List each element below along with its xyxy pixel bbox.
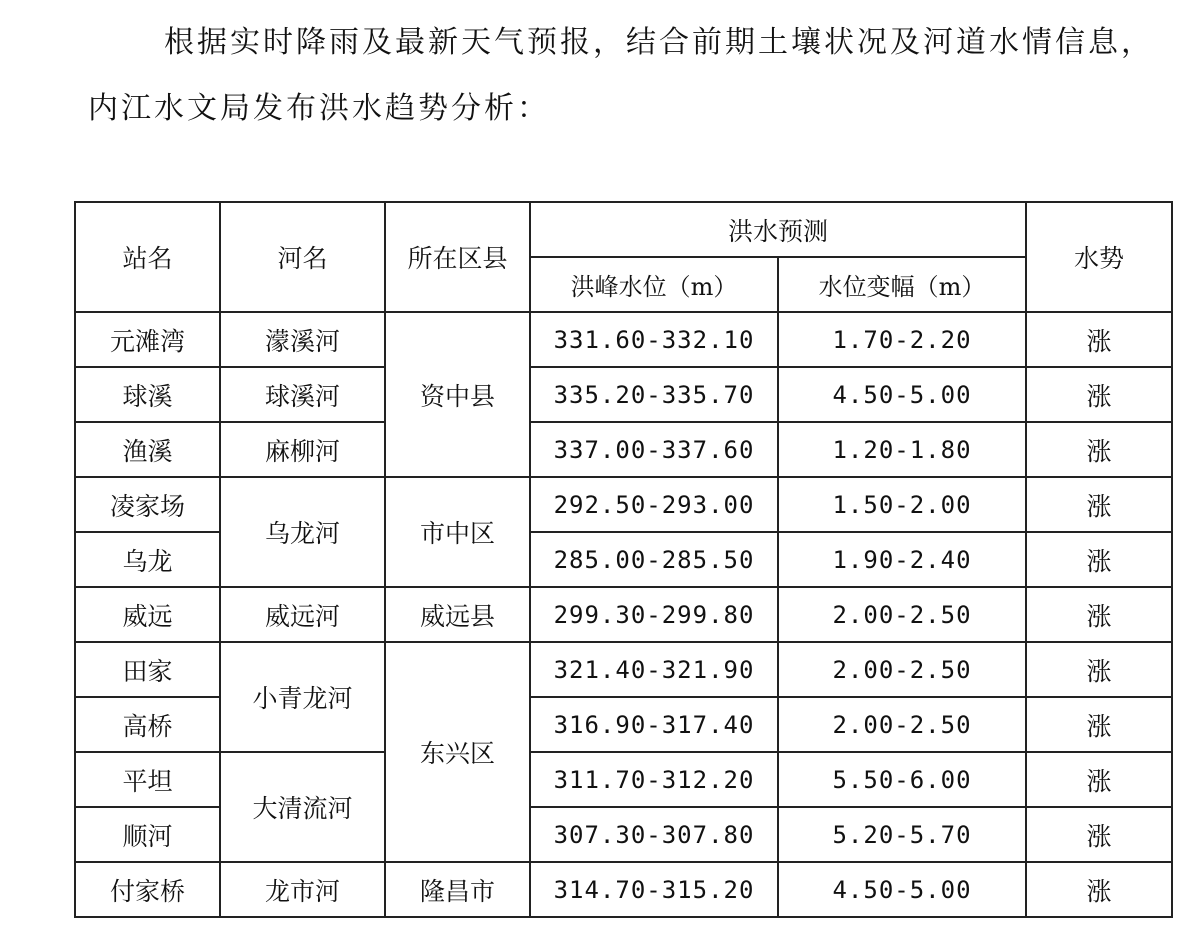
cell-district: 隆昌市 (385, 862, 530, 917)
cell-peak: 337.00-337.60 (530, 422, 778, 477)
table-row (75, 862, 1172, 917)
cell-peak: 335.20-335.70 (530, 367, 778, 422)
cell-change: 1.20-1.80 (778, 422, 1026, 477)
cell-district: 资中县 (385, 312, 530, 477)
table-row (75, 477, 1172, 532)
cell-peak: 307.30-307.80 (530, 807, 778, 862)
cell-river: 球溪河 (220, 367, 385, 422)
cell-peak: 314.70-315.20 (530, 862, 778, 917)
cell-peak: 316.90-317.40 (530, 697, 778, 752)
cell-district: 市中区 (385, 477, 530, 587)
header-trend: 水势 (1026, 202, 1172, 312)
header-station: 站名 (75, 202, 220, 312)
cell-district: 东兴区 (385, 642, 530, 862)
table-row (75, 312, 1172, 367)
cell-trend: 涨 (1026, 367, 1172, 422)
cell-trend: 涨 (1026, 697, 1172, 752)
cell-station: 付家桥 (75, 862, 220, 917)
cell-peak: 321.40-321.90 (530, 642, 778, 697)
cell-station: 威远 (75, 587, 220, 642)
cell-station: 元滩湾 (75, 312, 220, 367)
cell-river: 小青龙河 (220, 642, 385, 752)
cell-station: 平坦 (75, 752, 220, 807)
cell-station: 高桥 (75, 697, 220, 752)
cell-station: 乌龙 (75, 532, 220, 587)
cell-trend: 涨 (1026, 477, 1172, 532)
cell-station: 球溪 (75, 367, 220, 422)
table-row (75, 587, 1172, 642)
cell-station: 田家 (75, 642, 220, 697)
table-row (75, 422, 1172, 477)
header-district: 所在区县 (385, 202, 530, 312)
cell-trend: 涨 (1026, 642, 1172, 697)
cell-change: 2.00-2.50 (778, 642, 1026, 697)
cell-peak: 285.00-285.50 (530, 532, 778, 587)
flood-forecast-table (74, 201, 1173, 918)
cell-trend: 涨 (1026, 752, 1172, 807)
cell-change: 5.20-5.70 (778, 807, 1026, 862)
cell-change: 4.50-5.00 (778, 862, 1026, 917)
intro-paragraph (88, 10, 1178, 142)
cell-change: 2.00-2.50 (778, 587, 1026, 642)
cell-peak: 292.50-293.00 (530, 477, 778, 532)
intro-text: 根据实时降雨及最新天气预报，结合前期土壤状况及河道水情信息，内江水文局发布洪水趋势分析： (88, 25, 1154, 126)
header-level-change: 水位变幅（m） (778, 257, 1026, 312)
cell-change: 2.00-2.50 (778, 697, 1026, 752)
cell-trend: 涨 (1026, 422, 1172, 477)
cell-trend: 涨 (1026, 312, 1172, 367)
table-row (75, 367, 1172, 422)
cell-peak: 299.30-299.80 (530, 587, 778, 642)
cell-district: 威远县 (385, 587, 530, 642)
cell-station: 凌家场 (75, 477, 220, 532)
cell-trend: 涨 (1026, 862, 1172, 917)
cell-trend: 涨 (1026, 587, 1172, 642)
header-forecast-group: 洪水预测 (530, 202, 1026, 257)
cell-trend: 涨 (1026, 532, 1172, 587)
header-peak-level: 洪峰水位（m） (530, 257, 778, 312)
table-row (75, 642, 1172, 697)
cell-change: 5.50-6.00 (778, 752, 1026, 807)
cell-peak: 311.70-312.20 (530, 752, 778, 807)
cell-trend: 涨 (1026, 807, 1172, 862)
cell-river: 乌龙河 (220, 477, 385, 587)
header-river: 河名 (220, 202, 385, 312)
cell-station: 顺河 (75, 807, 220, 862)
cell-river: 濛溪河 (220, 312, 385, 367)
cell-station: 渔溪 (75, 422, 220, 477)
cell-change: 1.50-2.00 (778, 477, 1026, 532)
cell-peak: 331.60-332.10 (530, 312, 778, 367)
cell-river: 麻柳河 (220, 422, 385, 477)
cell-change: 1.70-2.20 (778, 312, 1026, 367)
cell-river: 威远河 (220, 587, 385, 642)
cell-change: 1.90-2.40 (778, 532, 1026, 587)
table-row (75, 752, 1172, 807)
cell-river: 大清流河 (220, 752, 385, 862)
cell-change: 4.50-5.00 (778, 367, 1026, 422)
cell-river: 龙市河 (220, 862, 385, 917)
